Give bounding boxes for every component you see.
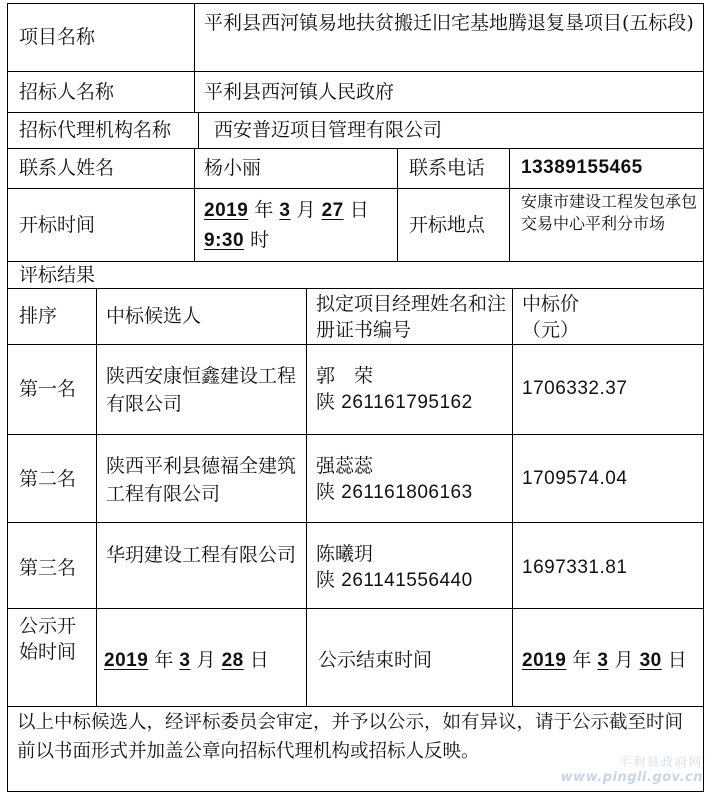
header-manager: 拟定项目经理姓名和注册证书编号 [316, 293, 507, 341]
header-candidate: 中标候选人 [106, 305, 202, 327]
candidate-3: 华玥建设工程有限公司 [106, 544, 297, 566]
header-price-line1: 中标价 [522, 293, 580, 315]
agency-value: 西安普迈项目管理有限公司 [214, 119, 443, 141]
candidate-2: 陕西平利县德福全建筑工程有限公司 [106, 455, 297, 505]
project-name-label: 项目名称 [19, 26, 96, 48]
tenderer-value: 平利县西河镇人民政府 [204, 81, 395, 103]
site-watermark: 平利县政府网 www.pingli.gov.cn [560, 755, 703, 785]
agency-label: 招标代理机构名称 [19, 119, 172, 141]
cert-3: 陕 261141556440 [316, 570, 473, 591]
price-2: 1709574.04 [522, 468, 628, 489]
header-rank: 排序 [19, 305, 58, 327]
publicity-start-label: 公示开始时间 [19, 615, 77, 663]
price-1: 1706332.37 [522, 378, 628, 399]
rank-3: 第三名 [19, 557, 77, 579]
opening-month: 3 [279, 200, 291, 221]
opening-year: 2019 [204, 200, 249, 221]
phone-value: 13389155465 [521, 157, 643, 178]
manager-name-3: 陈曦玥 [316, 543, 374, 565]
footer-note: 以上中标候选人，经评标委员会审定，并予以公示，如有异议，请于公示截至时间前以书面形式并加盖公章向招标代理机构或招标人反映。 [17, 712, 684, 762]
phone-label: 联系电话 [409, 157, 486, 179]
contact-label: 联系人姓名 [19, 157, 115, 179]
candidate-1: 陕西安康恒鑫建设工程有限公司 [106, 365, 297, 415]
opening-date: 2019 年 3 月 27 日 [204, 199, 369, 221]
publicity-end-date: 2019 年 3 月 30 日 [522, 649, 687, 671]
project-name-value: 平利县西河镇易地扶贫搬迁旧宅基地腾退复垦项目(五标段) [204, 12, 694, 34]
price-3: 1697331.81 [522, 557, 628, 578]
opening-day: 27 [321, 200, 344, 221]
cert-2: 陕 261161806163 [316, 482, 473, 503]
results-label: 评标结果 [19, 264, 96, 286]
manager-name-2: 强蕊蕊 [316, 455, 374, 477]
place-value: 安康市建设工程发包承包交易中心平利分市场 [521, 192, 698, 233]
rank-1: 第一名 [19, 378, 77, 400]
opening-label: 开标时间 [19, 214, 96, 236]
contact-name: 杨小丽 [204, 157, 262, 179]
tenderer-label: 招标人名称 [19, 81, 115, 103]
place-label: 开标地点 [409, 214, 486, 236]
rank-2: 第二名 [19, 468, 77, 490]
publicity-start-date: 2019 年 3 月 28 日 [104, 649, 269, 671]
publicity-end-label: 公示结束时间 [318, 649, 433, 671]
header-price-line2: （元） [522, 319, 580, 341]
cert-1: 陕 261161795162 [316, 392, 473, 413]
opening-time: 9:30 时 [204, 229, 270, 251]
manager-name-1: 郭 荣 [316, 365, 374, 387]
